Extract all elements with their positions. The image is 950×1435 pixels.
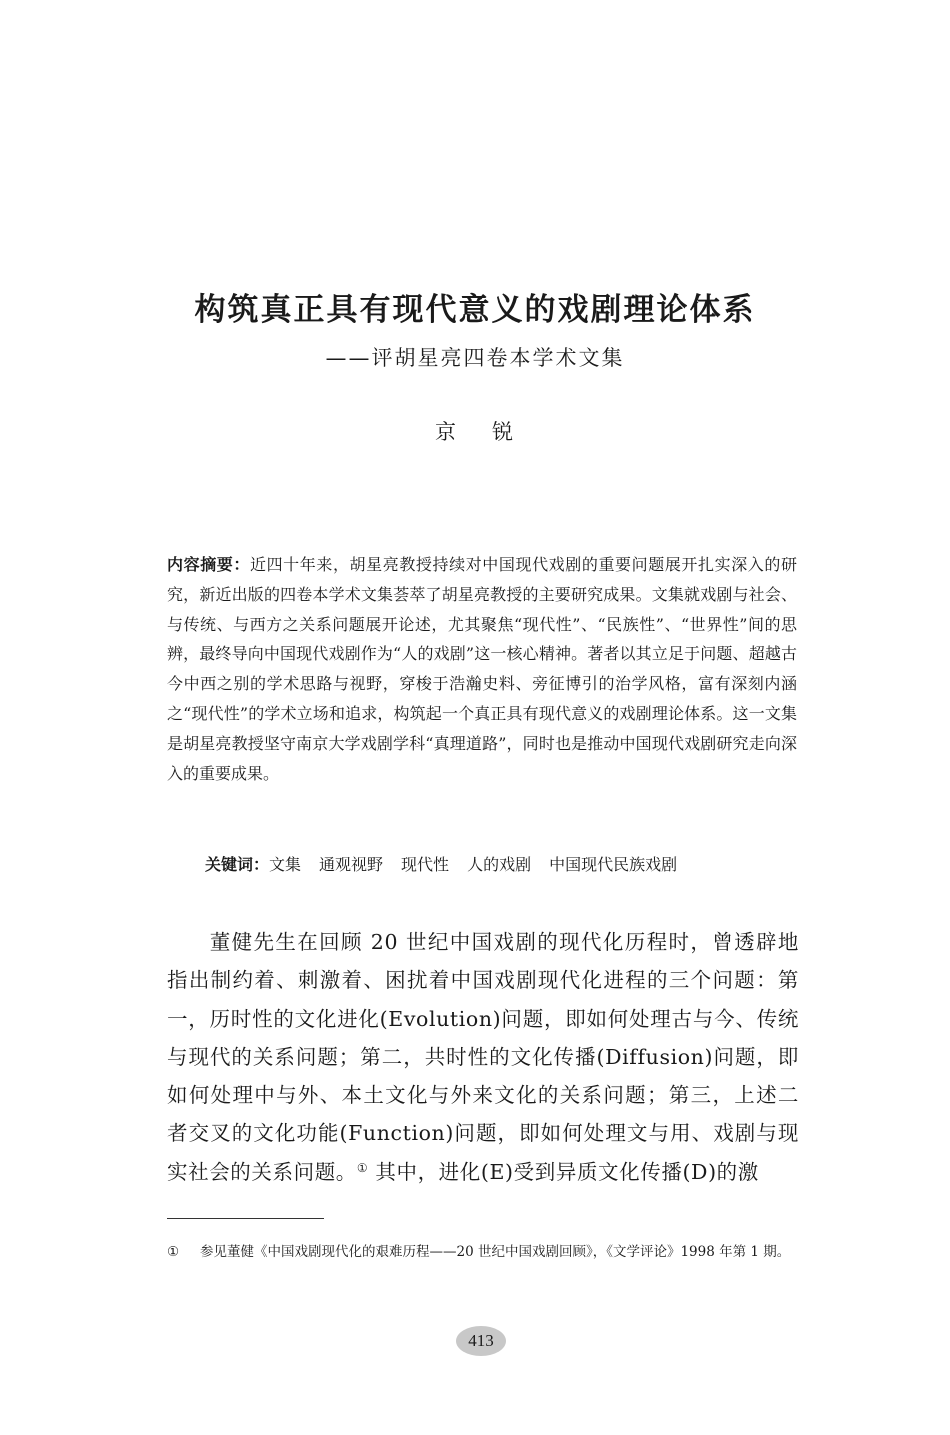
footnote-mark: ① [167,1244,180,1260]
author-name-part1: 京 [435,420,458,444]
footnote-text: 参见董健《中国戏剧现代化的艰难历程——20 世纪中国戏剧回顾》，《文学评论》1998 年第 1 期。 [200,1244,791,1260]
article-title: 构筑真正具有现代意义的戏剧理论体系 [194,292,756,328]
keyword-item: 文集 [269,855,302,874]
abstract-text: 近四十年来，胡星亮教授持续对中国现代戏剧的重要问题展开扎实深入的研究，新近出版的四卷本学术文集荟萃了胡星亮教授的主要研究成果。文集就戏剧与社会、与传统、与西方之关系问题展开论述，尤其聚焦“现代性”、“民族性”、“世界性”间的思辨，最终导向中国现代戏剧作为“人的戏剧”这一核心精神。著者以其立足于问题、超越古今中西之别的学术思路与视野，穿梭于浩瀚史料、旁征博引的治学风格，富有深刻内涵之“现代性”的学术立场和追求，构筑起一个真正具有现代意义的戏剧理论体系。这一文集是胡星亮教授坚守南京大学戏剧学科“真理道路”，同时也是推动中国现代戏剧研究走向深入的重要成果。 [167,555,797,783]
keywords [205,850,695,879]
footnote-reference[interactable]: ① [356,1160,369,1175]
keywords-label: 关键词： [205,855,270,874]
article-subtitle: ——评胡星亮四卷本学术文集 [325,346,625,370]
body-text-main: 董健先生在回顾 20 世纪中国戏剧的现代化历程时，曾透辟地指出制约着、刺激着、困扰着中国戏剧现代化进程的三个问题：第一，历时性的文化进化(Evolution)问题，即如何处理古与今、传统与现代的关系问题；第二，共时性的文化传播(Diffusion)问题，即如何处理中与外、本土文化与外来文化的关系问题；第三，上述二者交叉的文化功能(Function)问题，即如何处理文与用、戏剧与现实社会的关系问题。 [167,930,799,1184]
keyword-item: 现代性 [401,855,450,874]
footnote [167,1240,807,1264]
author-name-part2: 锐 [492,420,515,444]
abstract-label: 内容摘要： [167,555,250,574]
keyword-item: 人的戏剧 [467,855,532,874]
keyword-item: 中国现代民族戏剧 [549,855,678,874]
abstract [167,550,797,788]
page-number: 413 [456,1326,506,1356]
body-paragraph [167,923,799,1191]
author-name [0,416,950,446]
body-text-continued: 其中，进化(E)受到异质文化传播(D)的激 [368,1159,759,1184]
keyword-item: 通观视野 [319,855,384,874]
footnote-divider [167,1218,324,1219]
